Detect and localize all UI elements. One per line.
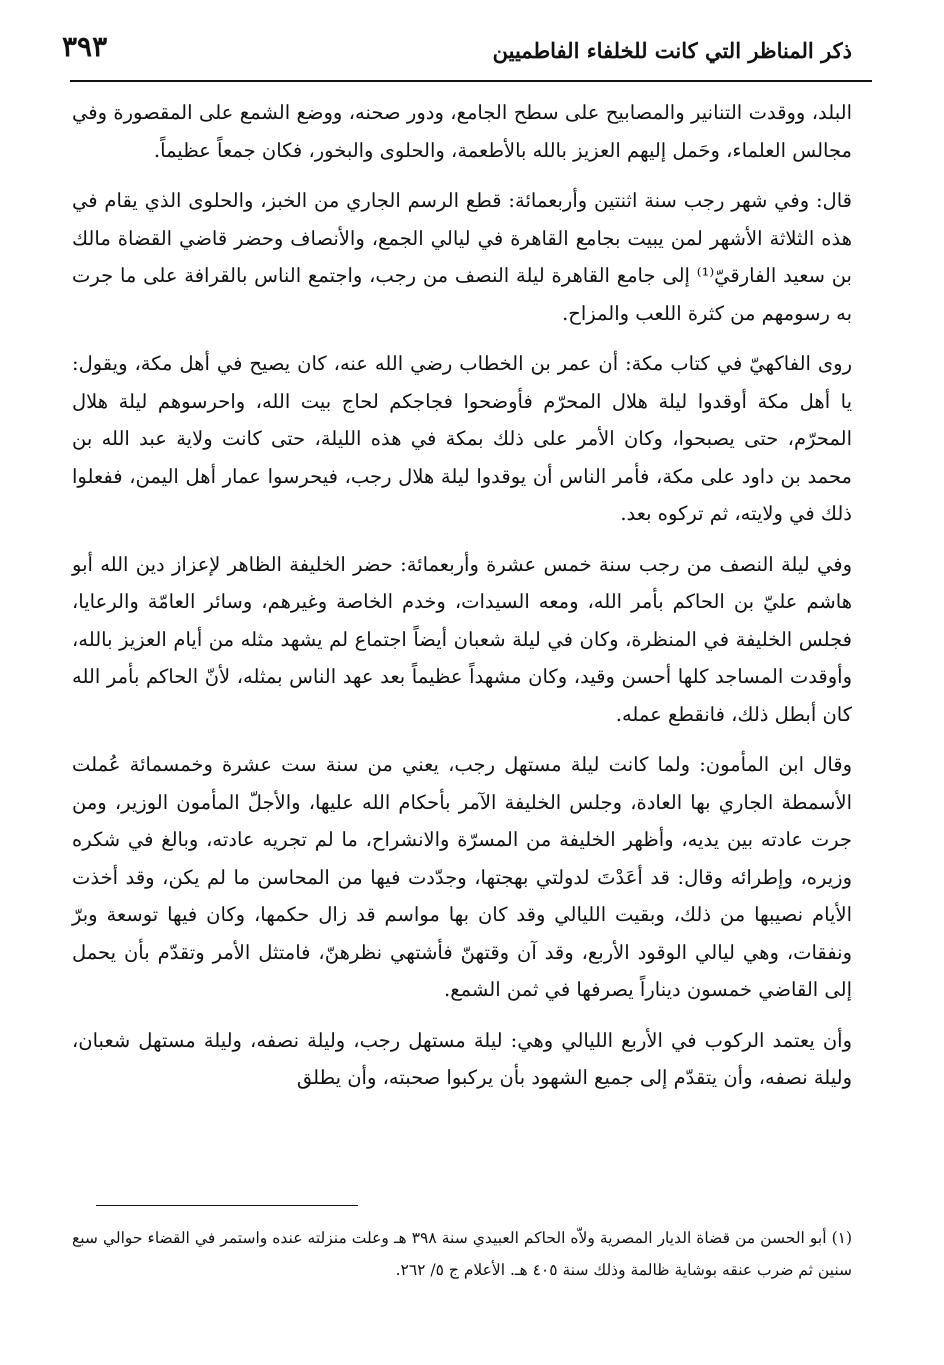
footnote: (١) أبو الحسن من قضاة الديار المصرية ولاّه الحاكم العبيدي سنة ٣٩٨ هـ وعلت منزلته عنده واستمر في القضاء حوالي سبع سنين ثم ضرب عنقه بوشاية ظالمة وذلك سنة ٤٠٥ هـ. الأعلام ج ٥/ ٢٦٢.	[72, 1229, 853, 1279]
paragraph: وأن يعتمد الركوب في الأربع الليالي وهي: ليلة مستهل رجب، وليلة نصفه، وليلة مستهل شعبان، وليلة نصفه، وأن يتقدّم إلى جميع الشهود بأن يركبوا صحبته، وأن يطلق	[72, 1028, 852, 1089]
running-head-title: ذكر المناظر التي كانت للخلفاء الفاطميين	[492, 38, 852, 63]
header-rule	[70, 80, 872, 82]
paragraph: قال: وفي شهر رجب سنة اثنتين وأربعمائة: قطع الرسم الجاري من الخبز، والحلوى الذي يقام في هذه الثلاثة الأشهر لمن يبيت بجامع القاهرة في ليالي الجمع، والأنصاف وحضر قاضي القضاة مالك بن سعيد الفارقيّ⁽¹⁾ إلى جامع القاهرة ليلة النصف من رجب، واجتمع الناس بالقرافة على ما جرت به رسومهم من كثرة اللعب والمزاح.	[72, 189, 852, 325]
page-number: ٣٩٣	[62, 30, 108, 63]
paragraph: البلد، ووقدت التنانير والمصابيح على سطح الجامع، ودور صحنه، ووضع الشمع على المقصورة وفي مجالس العلماء، وحَمل إليهم العزيز بالله بالأطعمة، والحلوى والبخور، فكان جمعاً عظيماً.	[72, 101, 852, 162]
running-head	[62, 30, 852, 74]
footnote-rule	[96, 1205, 358, 1206]
paragraph: وفي ليلة النصف من رجب سنة خمس عشرة وأربعمائة: حضر الخليفة الظاهر لإعزاز دين الله أبو هاشم عليّ بن الحاكم بأمر الله، ومعه السيدات، وخدم الخاصة وغيرهم، وسائر العامّة والرعايا، فجلس الخليفة في المنظرة، وكان في ليلة شعبان أيضاً اجتماع لم يشهد مثله من أيام العزيز بالله، وأوقدت المساجد كلها أحسن وقيد، وكان مشهداً عظيماً بعد عهد الناس بمثله، لأنّ الحاكم بأمر الله كان أبطل ذلك، فانقطع عمله.	[72, 552, 852, 726]
body-text	[72, 94, 852, 1110]
paragraph: روى الفاكهيّ في كتاب مكة: أن عمر بن الخطاب رضي الله عنه، كان يصيح في أهل مكة، ويقول: يا أهل مكة أوقدوا ليلة هلال المحرّم فأوضحوا فجاجكم لحاج بيت الله، واحرسوهم ليلة هلال المحرّم، حتى يصبحوا، وكان الأمر على ذلك بمكة في هذه الليلة، حتى كانت ولاية عبد الله بن محمد بن داود على مكة، فأمر الناس أن يوقدوا ليلة هلال رجب، فيحرسوا عمار أهل اليمن، ففعلوا ذلك في ولايته، ثم تركوه بعد.	[72, 352, 852, 525]
paragraph: وقال ابن المأمون: ولما كانت ليلة مستهل رجب، يعني من سنة ست عشرة وخمسمائة عُملت الأسمطة الجاري بها العادة، وجلس الخليفة الآمر بأحكام الله عليها، والأجلّ المأمون الوزير، ومن جرت عادته بين يديه، وأظهر الخليفة من المسرّة والانشراح، ما لم تجريه عادته، وبالغ في شكره وزيره، وإطرائه وقال: قد أعَدْتَ لدولتي بهجتها، وجدّدت فيها من المحاسن ما لم يكن، وقد أخذت الأيام نصيبها من ذلك، وبقيت الليالي وقد كان بها مواسم قد زال حكمها، وكان فيها توسعة وبرّ ونفقات، وهي ليالي الوقود الأربع، وقد آن وقتهنّ فأشتهي نظرهنّ، فامتثل الأمر وتقدّم بأن يحمل إلى القاضي خمسون ديناراً يصرفها في ثمن الشمع.	[72, 753, 852, 1001]
